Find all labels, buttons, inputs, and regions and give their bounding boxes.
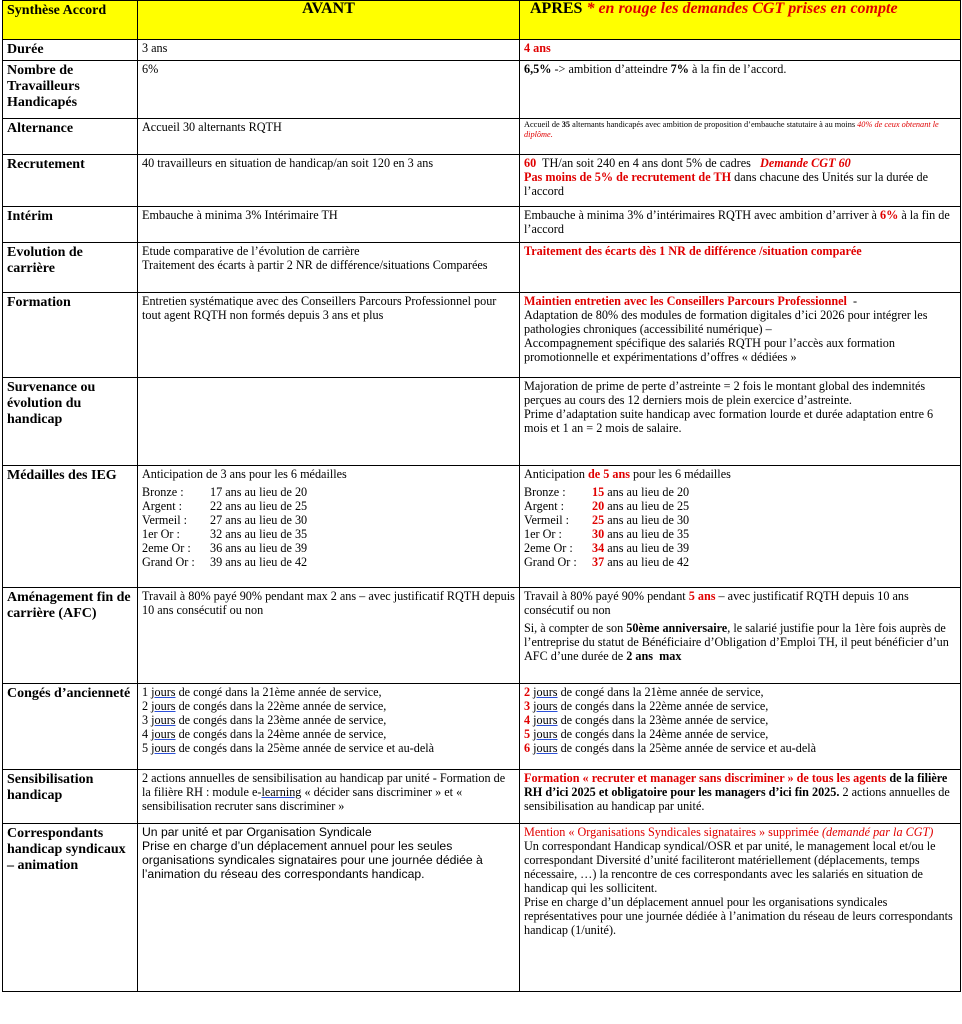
conge-text: de congés dans la 24ème année de service, <box>557 727 769 741</box>
avant-afc: Travail à 80% payé 90% pendant max 2 ans – avec justificatif RQTH depuis 10 ans consécutif ou non <box>138 588 520 684</box>
medal-name: Bronze : <box>142 485 184 499</box>
header-avant: AVANT <box>138 1 520 40</box>
apres-medailles-intro-b: de 5 ans <box>587 467 630 481</box>
avant-sensibilisation-a: 2 actions annuelles de sensibilisation au handicap par unité - Formation de la filière RH : module e- <box>142 771 506 799</box>
conge-avant-line <box>142 741 515 755</box>
label-survenance: Survenance ou évolution du handicap <box>3 378 138 466</box>
conge-word: jours <box>151 741 176 755</box>
apres-medailles <box>520 466 961 588</box>
conge-text: de congés dans la 25ème année de service et au-delà <box>557 741 817 755</box>
medal-apres-number: 20 <box>592 499 605 513</box>
apres-formation-d: Accompagnement spécifique des salariés RQTH pour l’accès aux formation promotionnelle et expérimentations d’offres « dédiées » <box>524 336 895 364</box>
conge-apres-number: 2 <box>524 685 531 699</box>
apres-sensibilisation-b: de la filière RH d’ici 2025 et obligatoire pour les managers d’ici fin 2025. <box>524 771 948 799</box>
apres-nombre-c: 7% <box>670 62 689 76</box>
label-nombre: Nombre de Travailleurs Handicapés <box>3 61 138 119</box>
apres-formation-b: - <box>846 294 858 308</box>
conge-text: de congés dans la 23ème année de service, <box>175 713 387 727</box>
conge-word: jours <box>533 727 558 741</box>
medal-apres-text: ans au lieu de 35 <box>604 527 690 541</box>
avant-sensibilisation-c: « décider sans discriminer » et « sensibilisation recruter sans discriminer » <box>142 785 463 813</box>
conge-apres-line <box>524 727 956 741</box>
avant-alternance: Accueil 30 alternants RQTH <box>138 119 520 155</box>
apres-recrutement-b: TH/an soit 240 en 4 ans dont 5% de cadres <box>536 156 761 170</box>
apres-interim-c: à la fin de l’accord <box>524 208 950 236</box>
medal-name: Argent : <box>524 499 565 513</box>
conge-text: de congé dans la 21ème année de service, <box>175 685 382 699</box>
apres-nombre-a: 6,5% <box>524 62 552 76</box>
conge-avant-number: 4 <box>142 727 149 741</box>
apres-correspondants-d: Prise en charge d’un déplacement annuel pour les organisations syndicales représentatives pour une journée dédiée à l’animation du réseau de leurs correspondants handicap (1/unité). <box>524 895 953 937</box>
conge-apres-line <box>524 713 956 727</box>
apres-correspondants-a: Mention « Organisations Syndicales signataires » supprimée <box>524 825 822 839</box>
medal-avant-value: 22 ans au lieu de 25 <box>210 499 308 513</box>
medal-apres-text: ans au lieu de 25 <box>604 499 690 513</box>
medal-apres-text: ans au lieu de 20 <box>604 485 690 499</box>
medal-apres-number: 34 <box>592 541 605 555</box>
conge-avant-line <box>142 713 515 727</box>
label-formation: Formation <box>3 293 138 378</box>
apres-evolution: Traitement des écarts dès 1 NR de différence /situation comparée <box>520 243 961 293</box>
apres-formation-a: Maintien entretien avec les Conseillers Parcours Professionnel <box>524 294 847 308</box>
avant-recrutement: 40 travailleurs en situation de handicap/an soit 120 en 3 ans <box>138 155 520 207</box>
apres-duree: 4 ans <box>520 40 961 61</box>
apres-medals-list <box>524 485 956 569</box>
synthesis-table <box>2 0 961 992</box>
medal-name: Grand Or : <box>142 555 195 569</box>
label-duree: Durée <box>3 40 138 61</box>
apres-formation-c: Adaptation de 80% des modules de formation digitales d’ici 2026 pour intégrer les pathologies chroniques (accessibilité numérique) – <box>524 308 928 336</box>
conge-text: de congé dans la 21ème année de service, <box>557 685 764 699</box>
conge-apres-line <box>524 685 956 699</box>
apres-correspondants-b: (demandé par la CGT) <box>821 825 934 839</box>
conge-apres-number: 6 <box>524 741 531 755</box>
medal-row <box>142 541 515 555</box>
medal-name: 1er Or : <box>142 527 180 541</box>
avant-correspondants <box>138 824 520 992</box>
medal-name: Bronze : <box>524 485 566 499</box>
medal-apres-text: ans au lieu de 39 <box>604 541 690 555</box>
medal-row <box>524 541 956 555</box>
conge-word: jours <box>533 699 558 713</box>
apres-nombre-d: à la fin de l’accord. <box>688 62 787 76</box>
medal-apres-number: 30 <box>592 527 605 541</box>
row-conges <box>3 684 961 770</box>
label-afc: Aménagement fin de carrière (AFC) <box>3 588 138 684</box>
apres-afc-e: 50ème anniversaire <box>626 621 728 635</box>
medal-avant-value: 27 ans au lieu de 30 <box>210 513 308 527</box>
apres-recrutement-d: Pas moins de 5% de recrutement de TH <box>524 170 732 184</box>
medal-name: 2eme Or : <box>142 541 191 555</box>
apres-survenance-2: Prime d’adaptation suite handicap avec formation lourde et durée adaptation entre 6 mois et 1 an = 2 mois de salaire. <box>524 407 934 435</box>
avant-interim: Embauche à minima 3% Intérimaire TH <box>138 207 520 243</box>
avant-medals-list <box>142 485 515 569</box>
header-apres <box>520 1 961 40</box>
header-apres-title: APRES <box>530 0 583 17</box>
apres-alternance-a: Accueil de <box>524 120 562 129</box>
row-duree <box>3 40 961 61</box>
conge-text: de congés dans la 24ème année de service, <box>175 727 387 741</box>
row-recrutement <box>3 155 961 207</box>
label-alternance: Alternance <box>3 119 138 155</box>
apres-afc-d: Si, à compter de son <box>524 621 627 635</box>
apres-alternance-d: 40% de ceux obtenant le diplôme. <box>524 120 939 139</box>
avant-correspondants-1: Un par unité et par Organisation Syndicale <box>142 825 372 839</box>
apres-survenance-1: Majoration de prime de perte d’astreinte = 2 fois le montant global des indemnités perçues au cours des 12 derniers mois de plein exercice d’astreinte. <box>524 379 926 407</box>
conge-apres-line <box>524 741 956 755</box>
medal-row <box>142 485 515 499</box>
medal-row <box>524 513 956 527</box>
medal-apres-text: ans au lieu de 30 <box>604 513 690 527</box>
header-apres-note: * en rouge les demandes CGT prises en compte <box>586 0 898 17</box>
medal-apres-text: ans au lieu de 42 <box>604 555 690 569</box>
medal-row <box>142 527 515 541</box>
apres-recrutement-a: 60 <box>524 156 537 170</box>
apres-afc <box>520 588 961 684</box>
avant-evolution <box>138 243 520 293</box>
apres-survenance <box>520 378 961 466</box>
medal-avant-value: 39 ans au lieu de 42 <box>210 555 308 569</box>
avant-evolution-2: Traitement des écarts à partir 2 NR de différence/situations Comparées <box>142 258 488 272</box>
label-recrutement: Recrutement <box>3 155 138 207</box>
medal-apres-number: 37 <box>592 555 605 569</box>
conge-text: de congés dans la 23ème année de service, <box>557 713 769 727</box>
conge-text: de congés dans la 25ème année de service et au-delà <box>175 741 435 755</box>
apres-nombre-b: -> ambition d’atteindre <box>551 62 671 76</box>
conge-word: jours <box>151 713 176 727</box>
avant-nombre: 6% <box>138 61 520 119</box>
conge-text: de congés dans la 22ème année de service, <box>557 699 769 713</box>
medal-name: 1er Or : <box>524 527 562 541</box>
apres-alternance <box>520 119 961 155</box>
medal-row <box>524 485 956 499</box>
apres-recrutement-e: dans chacune des Unités sur la durée de l’accord <box>524 170 929 198</box>
apres-afc-a: Travail à 80% payé 90% pendant <box>524 589 689 603</box>
medal-name: Argent : <box>142 499 183 513</box>
avant-correspondants-2: Prise en charge d’un déplacement annuel pour les seules organisations syndicales signataires pour une journée dédiée à l’animation du réseau des correspondants handicap. <box>142 839 483 881</box>
label-conges: Congés d’ancienneté <box>3 684 138 770</box>
apres-medailles-intro-c: pour les 6 médailles <box>629 467 731 481</box>
medal-apres-number: 25 <box>592 513 605 527</box>
avant-duree: 3 ans <box>138 40 520 61</box>
avant-survenance <box>138 378 520 466</box>
avant-conges-list <box>142 685 515 755</box>
medal-name: Grand Or : <box>524 555 577 569</box>
apres-conges <box>520 684 961 770</box>
conge-apres-number: 5 <box>524 727 531 741</box>
medal-row <box>142 513 515 527</box>
conge-avant-line <box>142 685 515 699</box>
apres-afc-f: , le salarié justifie pour la 1ère fois auprès de l’entreprise du statut de Bénéficiaire d’Obligation d’Emploi TH, il peut bénéficier d’un AFC d’une durée de <box>524 621 949 663</box>
row-medailles <box>3 466 961 588</box>
avant-sensibilisation-b: learning <box>261 785 302 799</box>
apres-afc-c: – avec justificatif RQTH depuis 10 ans consécutif ou non <box>524 589 909 617</box>
apres-afc-b: 5 ans <box>688 589 716 603</box>
medal-avant-value: 36 ans au lieu de 39 <box>210 541 308 555</box>
label-sensibilisation: Sensibilisation handicap <box>3 770 138 824</box>
apres-conges-list <box>524 685 956 755</box>
apres-correspondants <box>520 824 961 992</box>
conge-avant-number: 3 <box>142 713 149 727</box>
conge-avant-number: 1 <box>142 685 149 699</box>
avant-formation: Entretien systématique avec des Conseillers Parcours Professionnel pour tout agent RQTH non formés depuis 3 ans et plus <box>138 293 520 378</box>
apres-interim <box>520 207 961 243</box>
apres-nombre <box>520 61 961 119</box>
conge-avant-line <box>142 727 515 741</box>
label-interim: Intérim <box>3 207 138 243</box>
medal-avant-value: 17 ans au lieu de 20 <box>210 485 308 499</box>
row-alternance <box>3 119 961 155</box>
row-interim <box>3 207 961 243</box>
row-survenance <box>3 378 961 466</box>
conge-word: jours <box>151 685 176 699</box>
apres-interim-a: Embauche à minima 3% d’intérimaires RQTH avec ambition d’arriver à <box>524 208 881 222</box>
apres-recrutement <box>520 155 961 207</box>
label-correspondants: Correspondants handicap syndicaux – animation <box>3 824 138 992</box>
apres-afc-g: 2 ans max <box>626 649 682 663</box>
row-afc <box>3 588 961 684</box>
conge-word: jours <box>151 699 176 713</box>
medal-name: Vermeil : <box>524 513 570 527</box>
apres-medailles-intro-a: Anticipation <box>524 467 588 481</box>
apres-interim-b: 6% <box>880 208 899 222</box>
avant-sensibilisation <box>138 770 520 824</box>
medal-row <box>524 555 956 569</box>
apres-sensibilisation-a: Formation « recruter et manager sans discriminer » de tous les agents <box>524 771 890 785</box>
header-synthese: Synthèse Accord <box>3 1 138 40</box>
header-row <box>3 1 961 40</box>
row-evolution <box>3 243 961 293</box>
row-nombre <box>3 61 961 119</box>
avant-medailles <box>138 466 520 588</box>
label-medailles: Médailles des IEG <box>3 466 138 588</box>
conge-avant-number: 5 <box>142 741 149 755</box>
row-formation <box>3 293 961 378</box>
apres-correspondants-c: Un correspondant Handicap syndical/OSR et par unité, le management local et/ou le correspondant Diversité d’unité faciliteront matériellement (déplacements, temps nécessaire, …) la rencontre de ces correspondants avec les salariés en situation de handicap qui les sollicitent. <box>524 839 936 895</box>
apres-formation <box>520 293 961 378</box>
conge-word: jours <box>533 741 558 755</box>
medal-name: Vermeil : <box>142 513 188 527</box>
medal-row <box>142 499 515 513</box>
medal-avant-value: 32 ans au lieu de 35 <box>210 527 308 541</box>
conge-avant-number: 2 <box>142 699 149 713</box>
medal-row <box>142 555 515 569</box>
conge-word: jours <box>533 685 558 699</box>
medal-row <box>524 499 956 513</box>
apres-alternance-b: 35 <box>561 120 571 129</box>
apres-sensibilisation <box>520 770 961 824</box>
avant-evolution-1: Etude comparative de l’évolution de carrière <box>142 244 360 258</box>
conge-text: de congés dans la 22ème année de service, <box>175 699 387 713</box>
medal-apres-number: 15 <box>592 485 605 499</box>
conge-apres-number: 4 <box>524 713 531 727</box>
conge-word: jours <box>533 713 558 727</box>
row-sensibilisation <box>3 770 961 824</box>
label-evolution: Evolution de carrière <box>3 243 138 293</box>
conge-avant-line <box>142 699 515 713</box>
medal-row <box>524 527 956 541</box>
apres-alternance-c: alternants handicapés avec ambition de proposition d’embauche statutaire à au moins <box>570 120 858 129</box>
avant-medailles-intro: Anticipation de 3 ans pour les 6 médailles <box>142 467 347 481</box>
conge-apres-number: 3 <box>524 699 531 713</box>
row-correspondants <box>3 824 961 992</box>
conge-apres-line <box>524 699 956 713</box>
apres-sensibilisation-c: 2 actions annuelles de sensibilisation au handicap par unité. <box>524 785 950 813</box>
apres-recrutement-c: Demande CGT 60 <box>760 156 851 170</box>
medal-name: 2eme Or : <box>524 541 573 555</box>
conge-word: jours <box>151 727 176 741</box>
avant-conges <box>138 684 520 770</box>
